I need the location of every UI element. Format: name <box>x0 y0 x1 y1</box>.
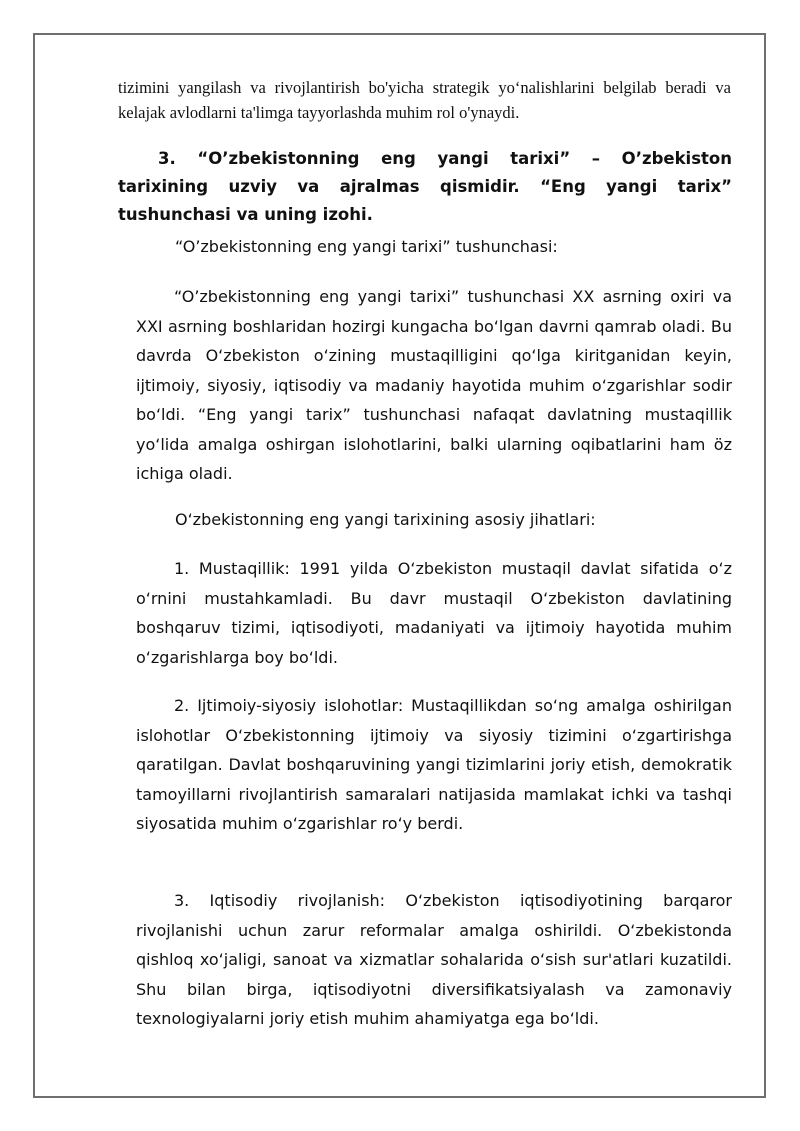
subheading: “O’zbekistonning eng yangi tarixi” tushunchasi: <box>175 237 558 256</box>
list-item-economy: 3. Iqtisodiy rivojlanish: O‘zbekiston iqtisodiyotining barqaror rivojlanishi uchun zarur reformalar amalga oshirildi. O‘zbekistonda qishloq xo‘jaligi, sanoat va xizmatlar sohalarida o‘sish sur'atlari kuzatildi. Shu bilan birga, iqtisodiyotni diversifikatsiyalash va zamonaviy texnologiyalarni joriy etish muhim ahamiyatga ega bo‘ldi. <box>136 891 732 1028</box>
intro-paragraph: tizimini yangilash va rivojlantirish bo'yicha strategik yo‘nalishlarini belgilab beradi va kelajak avlodlarni ta'limga tayyorlashda muhim rol o'ynaydi. <box>118 78 731 122</box>
aspects-title: O‘zbekistonning eng yangi tarixining asosiy jihatlari: <box>175 510 596 529</box>
body-paragraph-definition: “O’zbekistonning eng yangi tarixi” tushunchasi XX asrning oxiri va XXI asrning boshlaridan hozirgi kungacha bo‘lgan davrni qamrab oladi. Bu davrda O‘zbekiston o‘zining mustaqilligini qo‘lga kiritganidan keyin, ijtimoiy, siyosiy, iqtisodiy va madaniy hayotida muhim o‘zgarishlar sodir bo‘ldi. “Eng yangi tarix” tushunchasi nafaqat davlatning mustaqillik yo‘lida amalga oshirgan islohotlarini, balki ularning oqibatlarini ham öz ichiga oladi. <box>136 287 732 483</box>
list-item-reforms: 2. Ijtimoiy-siyosiy islohotlar: Mustaqillikdan so‘ng amalga oshirilgan islohotlar O‘zbekistonning ijtimoiy va siyosiy tizimini o‘zgartirishga qaratilgan. Davlat boshqaruvining yangi tizimlarini joriy etish, demokratik tamoyillarni rivojlantirish samaralari natijasida mamlakat ichki va tashqi siyosatida muhim o‘zgarishlar ro‘y berdi. <box>136 696 732 833</box>
list-item-independence: 1. Mustaqillik: 1991 yilda O‘zbekiston mustaqil davlat sifatida o‘z o‘rnini mustahkamladi. Bu davr mustaqil O‘zbekiston davlatining boshqaruv tizimi, iqtisodiyoti, madaniyati va ijtimoiy hayotida muhim o‘zgarishlarga boy bo‘ldi. <box>136 559 732 667</box>
section-heading: 3. “O’zbekistonning eng yangi tarixi” – O’zbekiston tarixining uzviy va ajralmas qismidir. “Eng yangi tarix” tushunchasi va uning izohi. <box>118 149 732 224</box>
